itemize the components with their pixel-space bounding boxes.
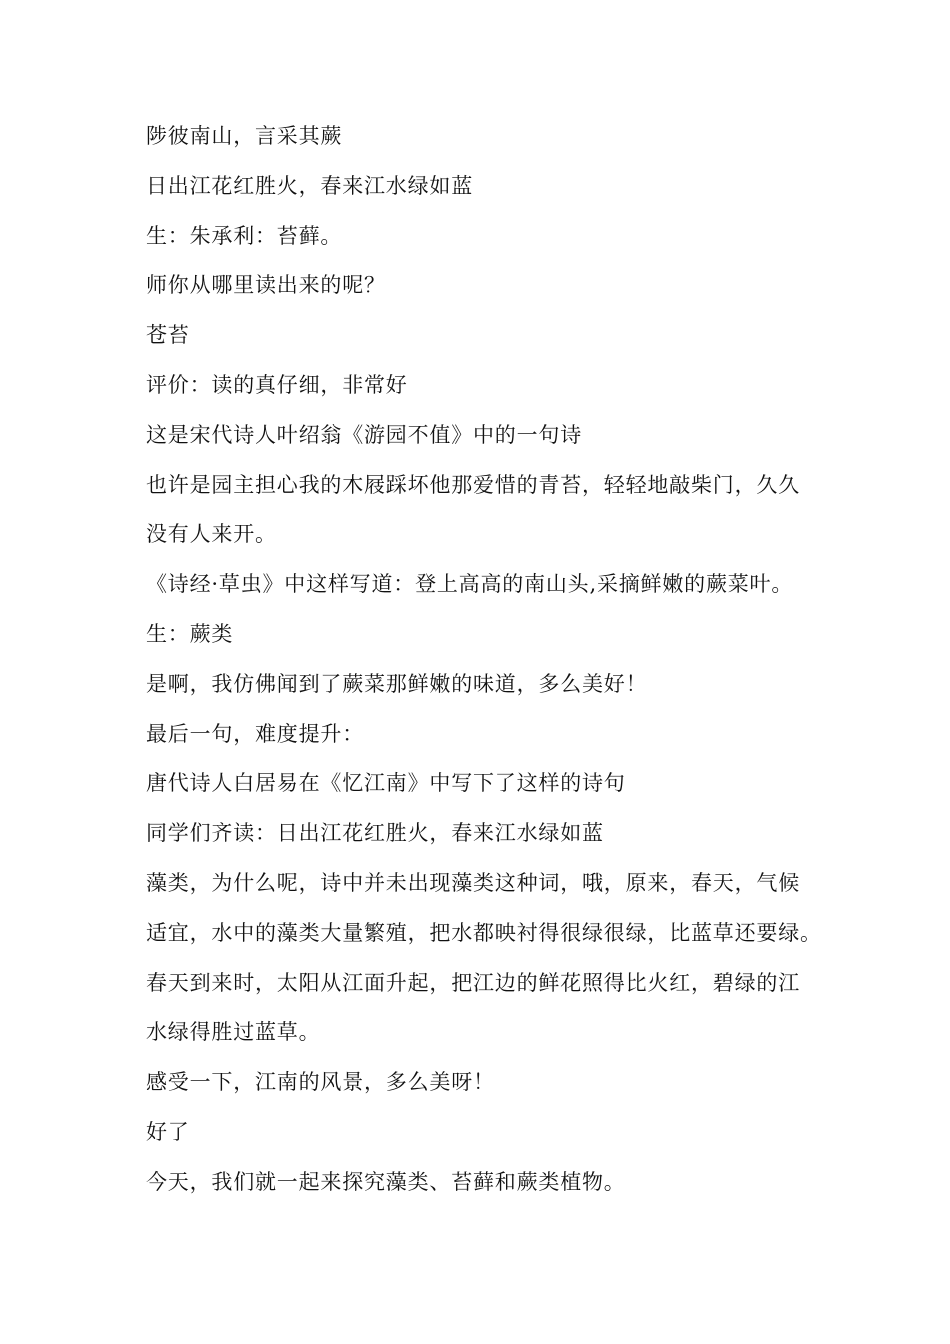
text-line-1: 陟彼南山，言采其蕨 xyxy=(146,124,343,148)
document-body xyxy=(146,112,822,1208)
text-line-22: 今天，我们就一起来探究藻类、苔藓和蕨类植物。 xyxy=(146,1169,626,1194)
text-line-5: 苍苔 xyxy=(146,323,190,348)
text-line-18: 春天到来时，太阳从江面升起，把江边的鲜花照得比火红，碧绿的江 xyxy=(146,970,800,995)
text-line-6: 评价：读的真仔细，非常好 xyxy=(146,372,408,397)
text-line-16: 藻类，为什么呢，诗中并未出现藻类这种词，哦，原来，春天，气候 xyxy=(146,870,800,895)
text-line-7: 这是宋代诗人叶绍翁《游园不值》中的一句诗 xyxy=(146,422,582,447)
text-line-4: 师你从哪里读出来的呢？ xyxy=(146,273,386,298)
text-line-20: 感受一下，江南的风景，多么美呀！ xyxy=(146,1070,495,1095)
text-line-13: 最后一句，难度提升： xyxy=(146,721,364,746)
text-line-8: 也许是园主担心我的木屐踩坏他那爱惜的青苔，轻轻地敲柴门，久久 xyxy=(146,472,800,497)
text-line-12: 是啊，我仿佛闻到了蕨菜那鲜嫩的味道，多么美好！ xyxy=(146,671,648,696)
text-line-11: 生：蕨类 xyxy=(146,621,234,646)
text-line-17: 适宜，水中的藻类大量繁殖，把水都映衬得很绿很绿，比蓝草还要绿。 xyxy=(146,920,822,945)
text-line-14: 唐代诗人白居易在《忆江南》中写下了这样的诗句 xyxy=(146,771,626,796)
text-line-21: 好了 xyxy=(146,1119,190,1144)
text-line-10: 《诗经·草虫》中这样写道：登上高高的南山头,采摘鲜嫩的蕨菜叶。 xyxy=(146,572,794,597)
text-line-2: 日出江花红胜火，春来江水绿如蓝 xyxy=(146,173,473,198)
text-line-15: 同学们齐读：日出江花红胜火，春来江水绿如蓝 xyxy=(146,821,604,846)
text-line-9: 没有人来开。 xyxy=(146,522,277,547)
text-line-19: 水绿得胜过蓝草。 xyxy=(146,1020,321,1045)
text-line-3: 生：朱承利：苔藓。 xyxy=(146,223,343,248)
